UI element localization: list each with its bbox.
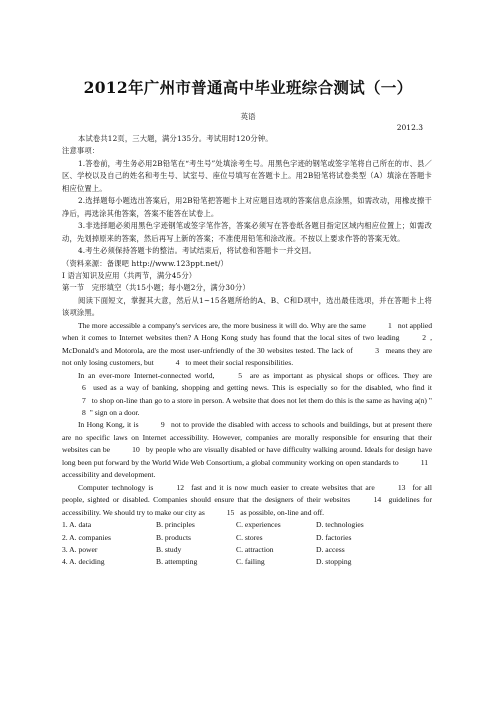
blank-number: 8	[82, 407, 86, 417]
option-b: B. study	[156, 544, 182, 554]
passage-paragraph-1	[62, 320, 432, 370]
passage-paragraph-2	[62, 370, 432, 420]
option-c: C. stores	[236, 532, 263, 542]
passage-text: not applied when it comes to Internet websites then? A Hong Kong study has found that the local sites of two leading	[62, 320, 433, 343]
notice-item: 3.非选择题必须用黑色字迹钢笔或签字笔作答，答案必须写在答卷纸各题目指定区域内相应位置上；如需改动，先划掉原来的答案，然后再写上新的答案；不准使用铅笔和涂改液。不按以上要求作答的答案无效。	[62, 221, 432, 243]
option-c: C. failing	[236, 557, 265, 567]
passage-text: not to provide the disabled with access to schools and buildings, but at present there are no specific laws on Internet accessibility. However, companies are morally responsible for ensuring that their websites can be	[62, 420, 432, 455]
blank-number: 9	[160, 420, 165, 430]
blank-number: 13	[397, 482, 406, 492]
blank-number: 11	[420, 457, 428, 467]
passage-text: for all people, sighted or disabled. Companies should ensure that the designers of their websites	[62, 482, 433, 505]
passage-text: accessibility and development.	[62, 470, 156, 480]
option-b: B. principles	[156, 520, 195, 530]
blank-number: 14	[373, 495, 382, 505]
passage-text: fast and it is now much easier to create websites that are	[191, 482, 375, 492]
exam-title: 2012年广州市普通高中毕业班综合测试（一）	[83, 78, 413, 97]
blank-number: 7	[82, 395, 86, 405]
passage-text: In an ever-more Internet-connected world,	[78, 370, 215, 380]
passage-text: to shop on-line than go to a store in person. A website that does not let them do this is the same as having a(n) "	[91, 395, 433, 405]
option-a: 1. A. data	[62, 520, 92, 530]
exam-date: 2012.3	[396, 123, 423, 132]
option-c: C. attraction	[236, 544, 274, 554]
blank-number: 2	[422, 333, 427, 343]
option-c: C. experiences	[236, 520, 281, 530]
option-row	[62, 532, 432, 544]
passage-paragraph-3	[62, 419, 432, 481]
passage-text: In Hong Kong, it is	[78, 420, 139, 430]
notice-heading: 注意事项：	[62, 146, 100, 156]
option-d: D. stopping	[316, 557, 352, 567]
option-d: D. factories	[316, 532, 352, 542]
section-heading: 第一节 完形填空（共15小题；每小题2分，满分30分）	[62, 283, 250, 293]
blank-number: 1	[387, 320, 392, 330]
intro-line: 本试卷共12页，三大题，满分135分。考试用时120分钟。	[78, 134, 273, 143]
passage-text: means they are not only losing customers, but	[62, 345, 432, 368]
passage-text: " sign on a door.	[89, 407, 140, 417]
passage-text: to meet their social responsibilities.	[185, 358, 294, 368]
blank-number: 10	[132, 445, 140, 455]
option-a: 4. A. deciding	[62, 557, 105, 567]
exam-body	[62, 133, 432, 569]
options-table	[62, 519, 432, 569]
option-d: D. access	[316, 544, 345, 554]
subject-label: 英语	[240, 112, 256, 121]
option-b: B. attempting	[156, 557, 198, 567]
blank-number: 15	[226, 507, 235, 517]
option-row	[62, 556, 432, 568]
blank-number: 6	[82, 383, 86, 393]
source-line: （资料来源：备课吧 http://www.123ppt.net/）	[62, 258, 228, 268]
option-d: D. technologies	[316, 520, 364, 530]
option-a: 2. A. companies	[62, 532, 111, 542]
notice-item: 2.选择题每小题选出答案后，用2B铅笔把答题卡上对应题目选项的答案信息点涂黑，如需改动，用橡皮擦干净后，再选涂其他答案，答案不能答在试卷上。	[62, 196, 432, 218]
notice-item: 1.答卷前，考生务必用2B铅笔在“考生号”处填涂考生号。用黑色字迹的钢笔或签字笔将自己所在的市、县／区、学校以及自己的姓名和考生号、试室号、座位号填写在答题卡上。用2B铅笔将试卷类型（A）填涂在答题卡相应位置上。	[62, 158, 432, 193]
blank-number: 3	[375, 345, 380, 355]
passage-text: , McDonald's and Motorola, are the most user-unfriendly of the 30 websites tested. The lack of	[62, 333, 432, 355]
passage-text: used as a way of banking, shopping and getting news. This is especially so for the disabled, who find it	[93, 383, 432, 393]
option-b: B. products	[156, 532, 192, 542]
blank-number: 12	[176, 482, 185, 492]
option-a: 3. A. power	[62, 544, 98, 554]
passage-text: by people who are visually disabled or have difficulty walking around. Ideals for design have long been put forward by the World Wide Web Consortium, a global community working on open standards to	[62, 445, 432, 467]
passage-paragraph-4	[62, 482, 432, 519]
passage-text: as possible, on-line and off.	[240, 507, 325, 517]
passage-text: are as important as physical shops or offices. They are	[249, 370, 433, 380]
instruction-text: 阅读下面短文，掌握其大意，然后从1~15各题所给的A、B、C和D项中，选出最佳选项，并在答题卡上将该项涂黑。	[62, 295, 432, 318]
blank-number: 5	[238, 370, 243, 380]
passage-text: Computer technology is	[78, 482, 154, 492]
passage-text: guidelines for accessibility. We should try to make our city as	[62, 495, 432, 517]
option-row	[62, 544, 432, 556]
notice-item: 4.考生必须保持答题卡的整洁。考试结束后，将试卷和答题卡一并交回。	[78, 246, 317, 256]
option-row	[62, 519, 432, 531]
part-heading: I 语言知识及应用（共两节，满分45分）	[62, 270, 197, 280]
passage-text: The more accessible a company's services are, the more business it will do. Why are the same	[78, 320, 366, 330]
blank-number: 4	[175, 358, 180, 368]
